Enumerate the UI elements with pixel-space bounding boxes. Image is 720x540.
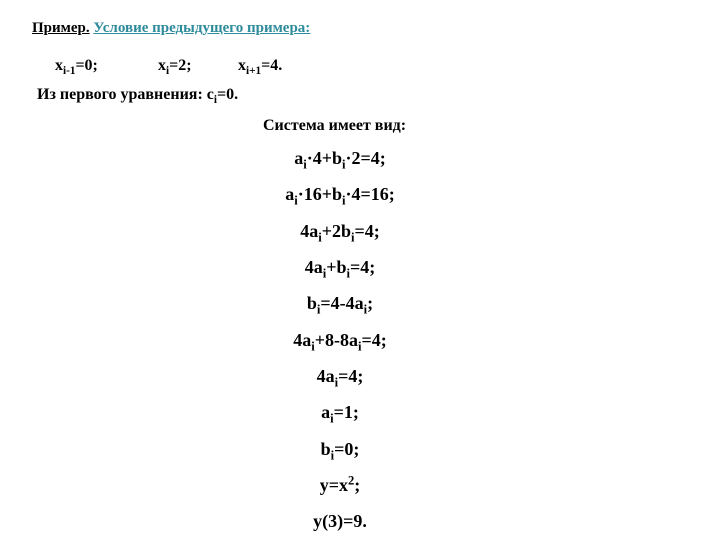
equation-line: $y=x^2$; xyxy=(319,473,361,495)
equation-line: $4a_i+8-8a_i=4$; xyxy=(293,330,387,354)
first-equation-note: Из первого уравнения: $c_i=0$. xyxy=(37,86,239,106)
equation-line: y(3)=9. xyxy=(313,511,367,531)
equation-line: $b_i=4-4a_i$; xyxy=(306,293,374,317)
condition-x-next: $x_{i+1}=4$. xyxy=(238,57,283,77)
equation-line: $a_i\cdot 16+b_i\cdot 4=16$; xyxy=(285,184,395,208)
condition-x-current: $x_i=2$; xyxy=(158,57,192,77)
equation-line: $4a_i+b_i=4$; xyxy=(304,257,376,281)
condition-x-prev: $x_{i-1}=0$; xyxy=(55,57,98,77)
example-label: Пример. xyxy=(32,20,90,36)
equation-line: $4a_i=4$; xyxy=(316,366,364,390)
equation-line: $a_i=1$; xyxy=(321,402,359,426)
equation-line: $4a_i+2b_i=4$; xyxy=(300,221,380,245)
equation-line: $a_i\cdot 4+b_i\cdot 2=4$; xyxy=(294,148,386,172)
example-condition-text: Условие предыдущего примера: xyxy=(93,20,311,36)
system-heading: Система имеет вид: xyxy=(263,117,407,134)
example-title xyxy=(32,20,310,37)
equation-line: $b_i=0$; xyxy=(320,439,360,463)
